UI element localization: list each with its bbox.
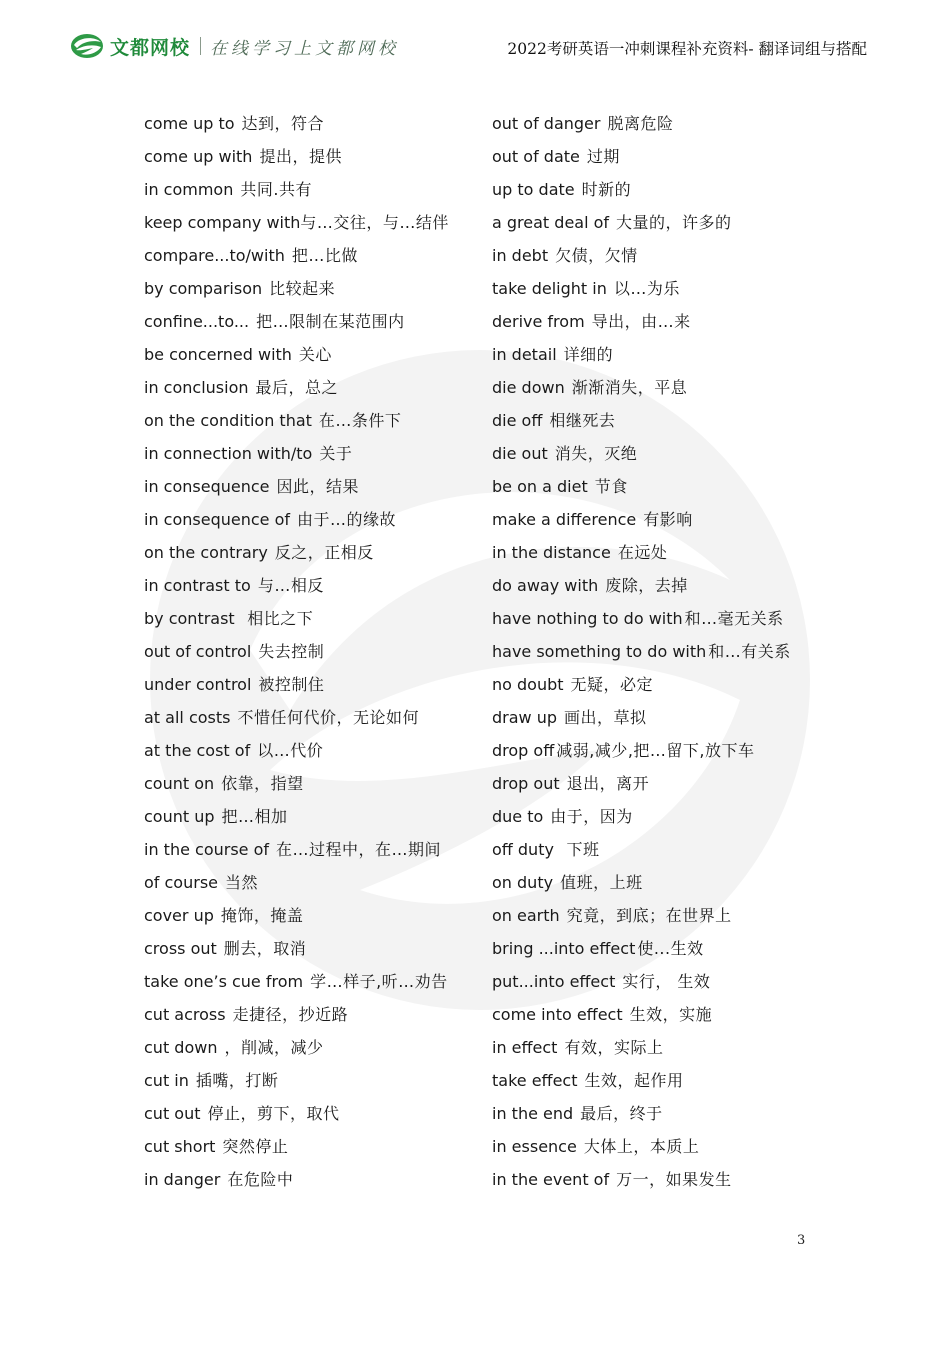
phrase-chinese: 过期	[586, 147, 620, 166]
phrase-english: on duty	[492, 873, 554, 892]
phrase-english: under control	[144, 675, 252, 694]
phrase-entry	[144, 971, 466, 992]
phrase-english: count up	[144, 807, 215, 826]
phrase-entry	[492, 542, 817, 563]
phrase-english: draw up	[492, 708, 558, 727]
phrase-chinese: 与…相反	[257, 576, 324, 595]
phrase-english: die out	[492, 444, 548, 463]
phrase-entry	[492, 641, 817, 662]
phrase-entry	[492, 839, 817, 860]
page-header	[0, 0, 950, 90]
phrase-chinese: 脱离危险	[607, 114, 674, 133]
phrase-entry	[144, 1136, 466, 1157]
phrase-chinese: 提出，提供	[259, 147, 342, 166]
phrase-entry	[492, 806, 817, 827]
brand-name: 文都网校	[110, 36, 191, 59]
phrase-chinese: 生效，起作用	[584, 1071, 684, 1090]
phrase-chinese: 与…交往，与…结伴	[300, 213, 449, 232]
phrase-english: by contrast	[144, 609, 235, 628]
phrase-chinese: 因此，结果	[276, 477, 360, 496]
phrase-english: make a difference	[492, 510, 637, 529]
phrase-chinese: 在…条件下	[318, 411, 402, 430]
phrase-entry	[492, 179, 817, 200]
phrase-chinese: 反之，正相反	[274, 543, 374, 562]
phrase-entry	[492, 245, 817, 266]
phrase-english: cut down	[144, 1038, 218, 1057]
phrase-english: out of danger	[492, 114, 601, 133]
phrase-entry	[144, 476, 466, 497]
phrase-entry	[492, 212, 817, 233]
phrase-english: compare...to/with	[144, 246, 285, 265]
phrase-english: in consequence of	[144, 510, 291, 529]
document-title: 2022考研英语一冲刺课程补充资料- 翻译词组与搭配	[507, 40, 867, 58]
phrase-entry	[144, 344, 466, 365]
phrase-entry	[492, 707, 817, 728]
phrase-entry	[144, 707, 466, 728]
phrase-entry	[144, 278, 466, 299]
phrase-english: drop out	[492, 774, 560, 793]
phrase-english: due to	[492, 807, 544, 826]
phrase-entry	[144, 608, 466, 629]
phrase-chinese: 停止，剪下，取代	[207, 1104, 340, 1123]
phrase-chinese: 渐渐消失，平息	[571, 378, 688, 397]
phrase-entry	[492, 146, 817, 167]
phrase-english: on the contrary	[144, 543, 268, 562]
phrase-entry	[492, 740, 817, 761]
phrase-english: come up with	[144, 147, 253, 166]
phrase-english: in consequence	[144, 477, 270, 496]
phrase-chinese: 究竟，到底；在世界上	[566, 906, 732, 925]
phrase-entry	[144, 377, 466, 398]
phrase-english: on the condition that	[144, 411, 312, 430]
phrase-english: cut across	[144, 1005, 226, 1024]
phrase-chinese: 插嘴，打断	[195, 1071, 279, 1090]
phrase-chinese: 走捷径，抄近路	[232, 1005, 349, 1024]
phrase-english: of course	[144, 873, 218, 892]
phrase-chinese: 有效，实际上	[564, 1038, 664, 1057]
phrase-entry	[492, 1136, 817, 1157]
phrase-english: have something to do with	[492, 642, 707, 661]
phrase-entry	[144, 311, 466, 332]
phrase-chinese: 关心	[298, 345, 332, 364]
phrase-chinese: 和…毫无关系	[684, 609, 784, 628]
phrase-chinese: 依靠，指望	[221, 774, 304, 793]
phrase-chinese: 相继死去	[549, 411, 616, 430]
phrase-entry	[492, 1004, 817, 1025]
phrase-english: come into effect	[492, 1005, 623, 1024]
phrase-chinese: 废除，去掉	[605, 576, 688, 595]
phrase-chinese: 把…比做	[291, 246, 358, 265]
phrase-chinese: 详细的	[563, 345, 614, 364]
phrase-english: a great deal of	[492, 213, 610, 232]
brand-slogan: 在线学习上文都网校	[210, 38, 400, 59]
phrase-chinese: 最后，总之	[255, 378, 339, 397]
brand-logo	[70, 32, 399, 60]
logo-divider	[200, 37, 201, 55]
phrase-entry	[492, 575, 817, 596]
phrase-chinese: 把…相加	[221, 807, 288, 826]
phrase-english: cross out	[144, 939, 217, 958]
phrase-chinese: 失去控制	[258, 642, 325, 661]
phrase-english: cover up	[144, 906, 214, 925]
phrase-english: keep company with	[144, 213, 301, 232]
phrase-entry	[144, 1070, 466, 1091]
phrase-entry	[144, 245, 466, 266]
phrase-chinese: 减弱,减少,把…留下,放下车	[556, 741, 755, 760]
phrase-english: die off	[492, 411, 543, 430]
phrase-entry	[492, 377, 817, 398]
phrase-column-right	[492, 113, 817, 1202]
phrase-chinese: ，削减，减少	[224, 1038, 324, 1057]
phrase-chinese: 时新的	[581, 180, 632, 199]
phrase-english: confine...to...	[144, 312, 250, 331]
phrase-chinese: 画出，草拟	[564, 708, 647, 727]
phrase-chinese: 达到，符合	[241, 114, 325, 133]
phrase-entry	[144, 905, 466, 926]
phrase-entry	[144, 146, 466, 167]
phrase-english: in essence	[492, 1137, 577, 1156]
phrase-entry	[492, 344, 817, 365]
phrase-chinese: 生效，实施	[629, 1005, 713, 1024]
phrase-entry	[492, 410, 817, 431]
phrase-entry	[144, 443, 466, 464]
phrase-english: bring ...into effect	[492, 939, 636, 958]
phrase-chinese: 和…有关系	[708, 642, 791, 661]
phrase-entry	[492, 674, 817, 695]
phrase-english: by comparison	[144, 279, 263, 298]
phrase-entry	[492, 476, 817, 497]
phrase-entry	[144, 575, 466, 596]
phrase-chinese: 使...生效	[637, 939, 704, 958]
phrase-chinese: 下班	[560, 840, 600, 859]
phrase-chinese: 值班，上班	[560, 873, 643, 892]
phrase-chinese: 关于	[319, 444, 353, 463]
phrase-chinese: 在危险中	[227, 1170, 294, 1189]
phrase-english: out of control	[144, 642, 252, 661]
phrase-chinese: 大量的，许多的	[616, 213, 732, 232]
phrase-entry	[144, 1103, 466, 1124]
phrase-english: take effect	[492, 1071, 578, 1090]
phrase-chinese: 突然停止	[222, 1137, 289, 1156]
phrase-english: be concerned with	[144, 345, 292, 364]
phrase-english: no doubt	[492, 675, 564, 694]
phrase-entry	[144, 1037, 466, 1058]
phrase-english: in the course of	[144, 840, 270, 859]
phrase-english: in effect	[492, 1038, 558, 1057]
phrase-english: die down	[492, 378, 565, 397]
phrase-entry	[492, 311, 817, 332]
phrase-english: in the distance	[492, 543, 611, 562]
phrase-english: in conclusion	[144, 378, 249, 397]
phrase-entry	[144, 674, 466, 695]
phrase-entry	[492, 905, 817, 926]
phrase-chinese: 实行， 生效	[622, 972, 711, 991]
phrase-entry	[144, 542, 466, 563]
phrase-entry	[144, 1169, 466, 1190]
phrase-entry	[492, 509, 817, 530]
phrase-entry	[492, 773, 817, 794]
phrase-english: in debt	[492, 246, 549, 265]
phrase-chinese: 消失，灭绝	[554, 444, 638, 463]
phrase-entry	[492, 608, 817, 629]
leaf-logo-icon	[70, 33, 104, 59]
phrase-english: have nothing to do with	[492, 609, 683, 628]
phrase-chinese: 最后，终于	[580, 1104, 663, 1123]
phrase-english: come up to	[144, 114, 235, 133]
phrase-entry	[144, 212, 466, 233]
phrase-entry	[492, 1037, 817, 1058]
phrase-chinese: 由于…的缘故	[297, 510, 397, 529]
phrase-chinese: 删去，取消	[223, 939, 307, 958]
phrase-english: derive from	[492, 312, 585, 331]
phrase-english: in contrast to	[144, 576, 251, 595]
phrase-entry	[144, 938, 466, 959]
phrase-chinese: 以…代价	[257, 741, 324, 760]
phrase-english: in the end	[492, 1104, 574, 1123]
phrase-entry	[492, 443, 817, 464]
phrase-chinese: 节食	[594, 477, 628, 496]
phrase-english: in the event of	[492, 1170, 610, 1189]
phrase-chinese: 学…样子,听…劝告	[310, 972, 448, 991]
phrase-entry	[492, 1103, 817, 1124]
phrase-english: on earth	[492, 906, 560, 925]
phrase-english: cut short	[144, 1137, 216, 1156]
phrase-english: in danger	[144, 1170, 221, 1189]
phrase-entry	[144, 1004, 466, 1025]
phrase-chinese: 导出，由…来	[591, 312, 691, 331]
phrase-english: at the cost of	[144, 741, 251, 760]
phrase-chinese: 当然	[225, 873, 259, 892]
page-number: 3	[797, 1233, 806, 1248]
phrase-entry	[144, 773, 466, 794]
phrase-english: drop off	[492, 741, 555, 760]
phrase-chinese: 不惜任何代价，无论如何	[237, 708, 419, 727]
phrase-chinese: 在远处	[617, 543, 668, 562]
phrase-chinese: 把…限制在某范围内	[256, 312, 405, 331]
phrase-entry	[492, 113, 817, 134]
phrase-entry	[144, 509, 466, 530]
phrase-english: in detail	[492, 345, 557, 364]
phrase-chinese: 由于，因为	[550, 807, 633, 826]
phrase-chinese: 欠债，欠情	[555, 246, 638, 265]
phrase-chinese: 退出，离开	[566, 774, 650, 793]
phrase-entry	[144, 740, 466, 761]
phrase-english: cut out	[144, 1104, 201, 1123]
phrase-english: do away with	[492, 576, 599, 595]
phrase-chinese: 以…为乐	[613, 279, 680, 298]
phrase-chinese: 比较起来	[269, 279, 336, 298]
phrase-english: put...into effect	[492, 972, 616, 991]
phrase-column-left	[144, 113, 466, 1202]
phrase-entry	[144, 113, 466, 134]
phrase-chinese: 大体上，本质上	[583, 1137, 700, 1156]
phrase-english: at all costs	[144, 708, 231, 727]
phrase-entry	[492, 1169, 817, 1190]
phrase-entry	[492, 872, 817, 893]
phrase-english: take delight in	[492, 279, 607, 298]
phrase-english: in common	[144, 180, 234, 199]
phrase-chinese: 万一，如果发生	[616, 1170, 732, 1189]
phrase-entry	[144, 410, 466, 431]
phrase-chinese: 共同.共有	[240, 180, 312, 199]
phrase-english: cut in	[144, 1071, 189, 1090]
phrase-chinese: 相比之下	[241, 609, 314, 628]
phrase-chinese: 被控制住	[258, 675, 325, 694]
phrase-chinese: 在…过程中，在…期间	[276, 840, 442, 859]
phrase-english: out of date	[492, 147, 580, 166]
phrase-english: take one’s cue from	[144, 972, 304, 991]
phrase-chinese: 掩饰，掩盖	[220, 906, 304, 925]
phrase-entry	[492, 1070, 817, 1091]
phrase-entry	[144, 806, 466, 827]
phrase-english: be on a diet	[492, 477, 588, 496]
phrase-english: in connection with/to	[144, 444, 313, 463]
phrase-chinese: 无疑，必定	[570, 675, 654, 694]
phrase-english: off duty	[492, 840, 554, 859]
phrase-chinese: 有影响	[643, 510, 693, 529]
phrase-entry	[492, 278, 817, 299]
phrase-english: up to date	[492, 180, 575, 199]
phrase-english: count on	[144, 774, 215, 793]
phrase-entry	[492, 971, 817, 992]
phrase-entry	[144, 179, 466, 200]
phrase-entry	[144, 839, 466, 860]
phrase-entry	[144, 641, 466, 662]
phrase-entry	[144, 872, 466, 893]
phrase-entry	[492, 938, 817, 959]
